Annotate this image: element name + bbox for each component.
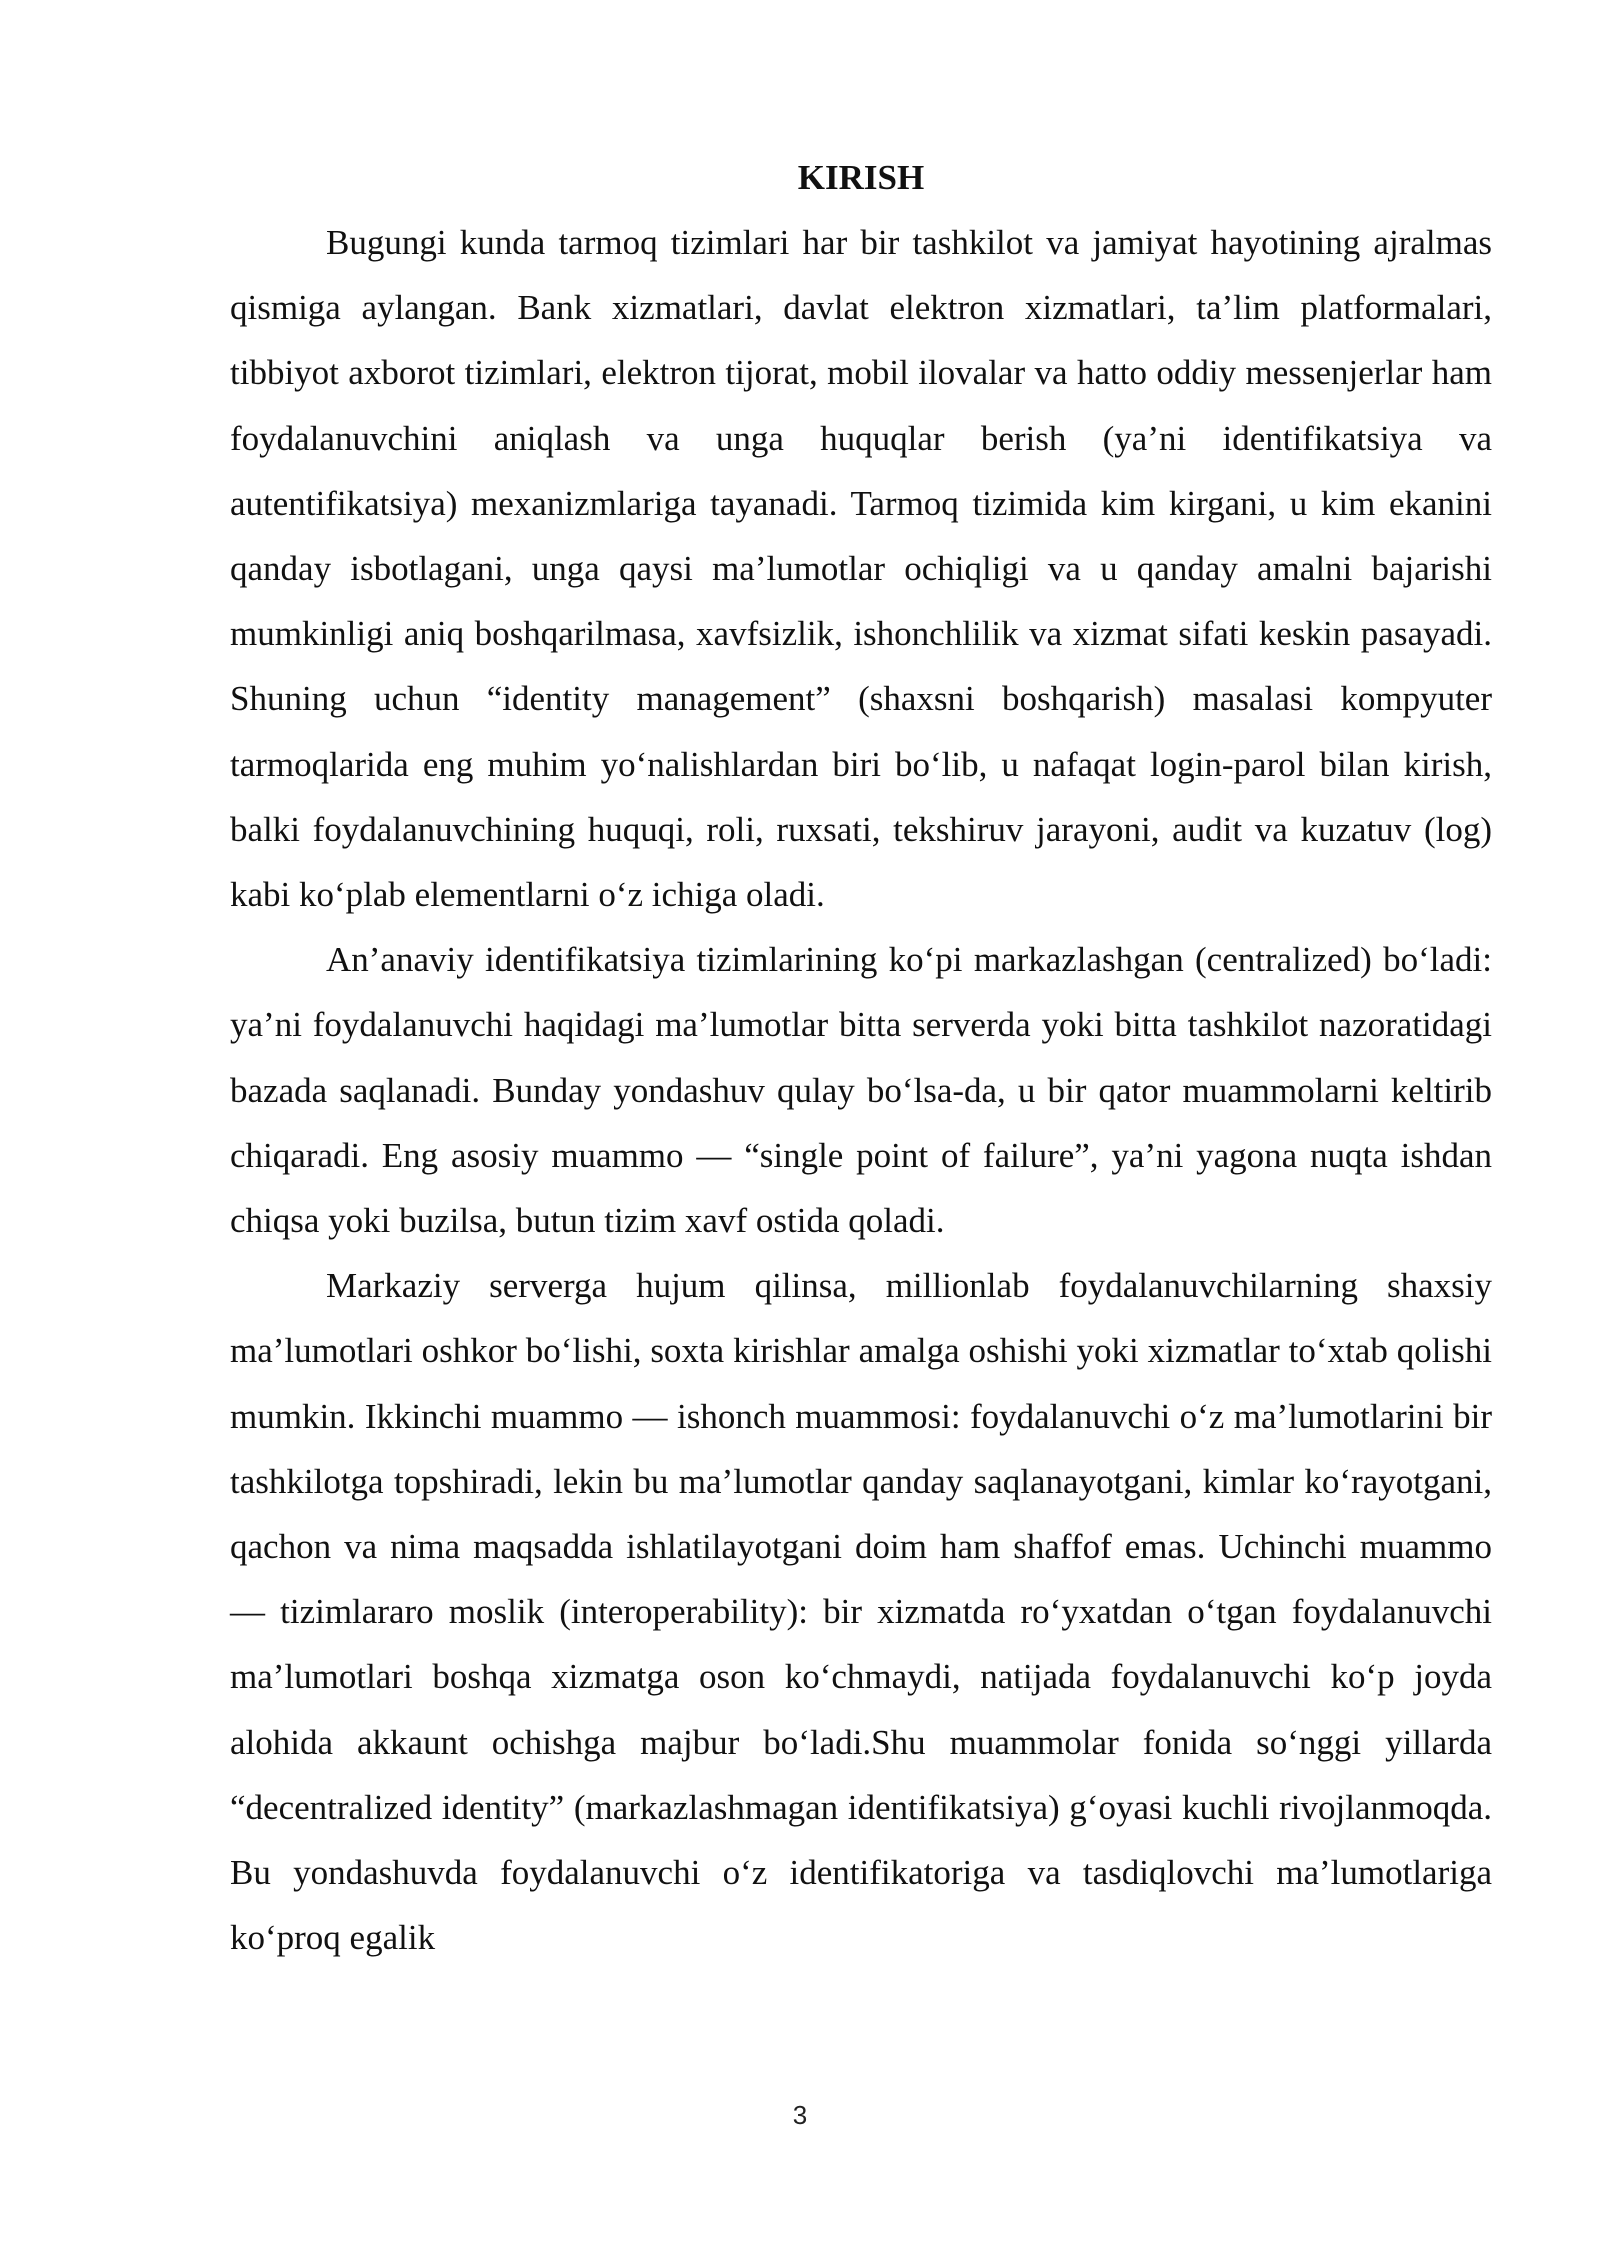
paragraph-2: An’anaviy identifikatsiya tizimlarining ko‘pi markazlashgan (centralized) bo‘ladi: ya’ni foydalanuvchi haqidagi ma’lumotlar bitta serverda yoki bitta tashkilot nazoratidagi bazada saqlanadi. Bunday yondashuv qulay bo‘lsa-da, u bir qator muammolarni keltirib chiqaradi. Eng asosiy muammo — “single point of failure”, ya’ni yagona nuqta ishdan chiqsa yoki buzilsa, butun tizim xavf ostida qoladi. — [230, 940, 1492, 1241]
page-number: 3 — [792, 2100, 808, 2130]
page-content — [230, 148, 1492, 1970]
section-title: KIRISH — [797, 158, 925, 197]
paragraph-1: Bugungi kunda tarmoq tizimlari har bir tashkilot va jamiyat hayotining ajralmas qismiga aylangan. Bank xizmatlari, davlat elektron xizmatlari, ta’lim platformalari, tibbiyot axborot tizimlari, elektron tijorat, mobil ilovalar va hatto oddiy messenjerlar ham foydalanuvchini aniqlash va unga huquqlar berish (ya’ni identifikatsiya va autentifikatsiya) mexanizmlariga tayanadi. Tarmoq tizimida kim kirgani, u kim ekanini qanday isbotlagani, unga qaysi ma’lumotlar ochiqligi va u qanday amalni bajarishi mumkinligi aniq boshqarilmasa, xavfsizlik, ishonchlilik va xizmat sifati keskin pasayadi. Shuning uchun “identity management” (shaxsni boshqarish) masalasi kompyuter tarmoqlarida eng muhim yo‘nalishlardan biri bo‘lib, u nafaqat login-parol bilan kirish, balki foydalanuvchining huquqi, roli, ruxsati, tekshiruv jarayoni, audit va kuzatuv (log) kabi ko‘plab elementlarni o‘z ichiga oladi. — [230, 223, 1492, 915]
paragraph-3: Markaziy serverga hujum qilinsa, millionlab foydalanuvchilarning shaxsiy ma’lumotlari oshkor bo‘lishi, soxta kirishlar amalga oshishi yoki xizmatlar to‘xtab qolishi mumkin. Ikkinchi muammo — ishonch muammosi: foydalanuvchi o‘z ma’lumotlarini bir tashkilotga topshiradi, lekin bu ma’lumotlar qanday saqlanayotgani, kimlar ko‘rayotgani, qachon va nima maqsadda ishlatilayotgani doim ham shaffof emas. Uchinchi muammo — tizimlararo moslik (interoperability): bir xizmatda ro‘yxatdan o‘tgan foydalanuvchi ma’lumotlari boshqa xizmatga oson ko‘chmaydi, natijada foydalanuvchi ko‘p joyda alohida akkaunt ochishga majbur bo‘ladi.Shu muammolar fonida so‘nggi yillarda “decentralized identity” (markazlashmagan identifikatsiya) g‘oyasi kuchli rivojlanmoqda. Bu yondashuvda foydalanuvchi o‘z identifikatoriga va tasdiqlovchi ma’lumotlariga ko‘proq egalik — [230, 1266, 1492, 1958]
